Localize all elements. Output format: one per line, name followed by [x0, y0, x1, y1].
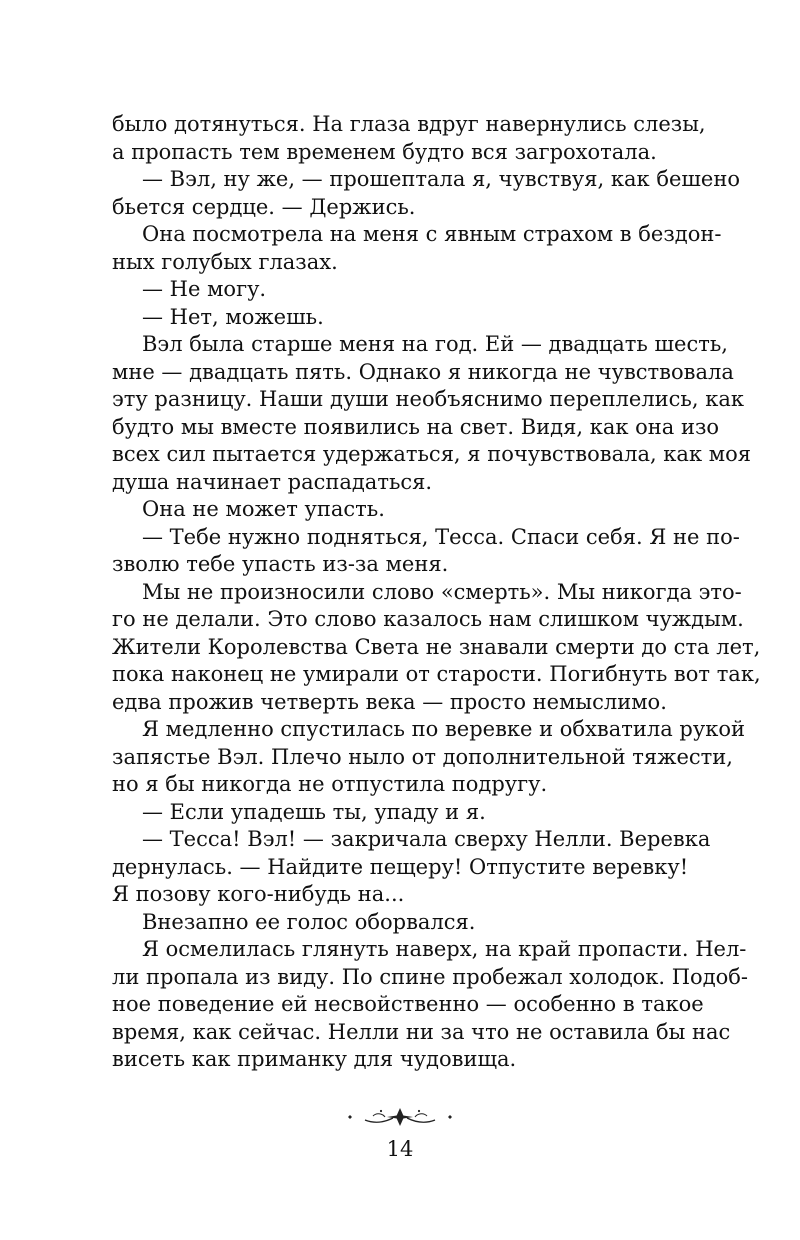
text-line: ных голубых глазах. — [112, 249, 338, 274]
text-line: время, как сейчас. Нелли ни за что не оставила бы нас — [112, 1019, 731, 1044]
text-line: но я бы никогда не отпустила подругу. — [112, 772, 548, 796]
text-line: Мы не произносили слово «смерть». Мы никогда это- — [142, 579, 742, 604]
text-line: а пропасть тем временем будто вся загрохотала. — [112, 139, 657, 164]
text-line: Она не может упасть. — [142, 497, 385, 521]
text-line: пока наконец не умирали от старости. Погибнуть вот так, — [112, 662, 761, 686]
text-line: будто мы вместе появились на свет. Видя, как она изо — [112, 414, 720, 439]
text-line: Я медленно спустилась по веревке и обхватила рукой — [142, 717, 745, 741]
text-line: едва прожив четверть века — просто немыслимо. — [112, 689, 667, 714]
text-line: Я осмелилась глянуть наверх, на край пропасти. Нел- — [142, 937, 747, 961]
text-line: — Вэл, ну же, — прошептала я, чувствуя, как бешено — [142, 167, 740, 191]
text-line: — Если упадешь ты, упаду и я. — [142, 799, 486, 824]
text-line: всех сил пытается удержаться, я почувствовала, как моя — [112, 442, 751, 466]
text-line: висеть как приманку для чудовища. — [112, 1047, 517, 1071]
text-line: бьется сердце. — Держись. — [112, 194, 416, 219]
text-line: мне — двадцать пять. Однако я никогда не чувствовала — [112, 359, 734, 384]
flourish-ornament-icon — [345, 1102, 455, 1132]
text-line: го не делали. Это слово казалось нам слишком чуждым. — [112, 607, 744, 631]
text-line: — Тесса! Вэл! — закричала сверху Нелли. Веревка — [142, 827, 711, 851]
page-text — [112, 111, 761, 1074]
text-line: Жители Королевства Света не знавали смерти до ста лет, — [112, 634, 761, 659]
text-line: дернулась. — Найдите пещеру! Отпустите веревку! — [112, 854, 689, 879]
text-line: Я позову кого-нибудь на... — [112, 882, 405, 906]
text-line: — Не могу. — [142, 277, 267, 301]
text-line: эту разницу. Наши души необъяснимо переплелись, как — [112, 387, 744, 411]
text-line: — Тебе нужно подняться, Тесса. Спаси себя. Я не по- — [142, 524, 740, 549]
text-line: было дотянуться. На глаза вдруг навернулись слезы, — [112, 112, 706, 136]
text-line: ли пропала из виду. По спине пробежал холодок. Подоб- — [112, 964, 749, 989]
text-line: душа начинает распадаться. — [112, 469, 433, 494]
text-line: ное поведение ей несвойственно — особенно в такое — [112, 992, 704, 1016]
text-line: Вэл была старше меня на год. Ей — двадцать шесть, — [142, 332, 728, 356]
page-number: 14 — [386, 1137, 414, 1161]
text-line: зволю тебе упасть из-за меня. — [112, 552, 449, 576]
text-line: запястье Вэл. Плечо ныло от дополнительной тяжести, — [112, 744, 733, 769]
text-line: — Нет, можешь. — [142, 304, 324, 329]
text-line: Она посмотрела на меня с явным страхом в бездон- — [142, 222, 722, 246]
text-line: Внезапно ее голос оборвался. — [142, 909, 476, 934]
